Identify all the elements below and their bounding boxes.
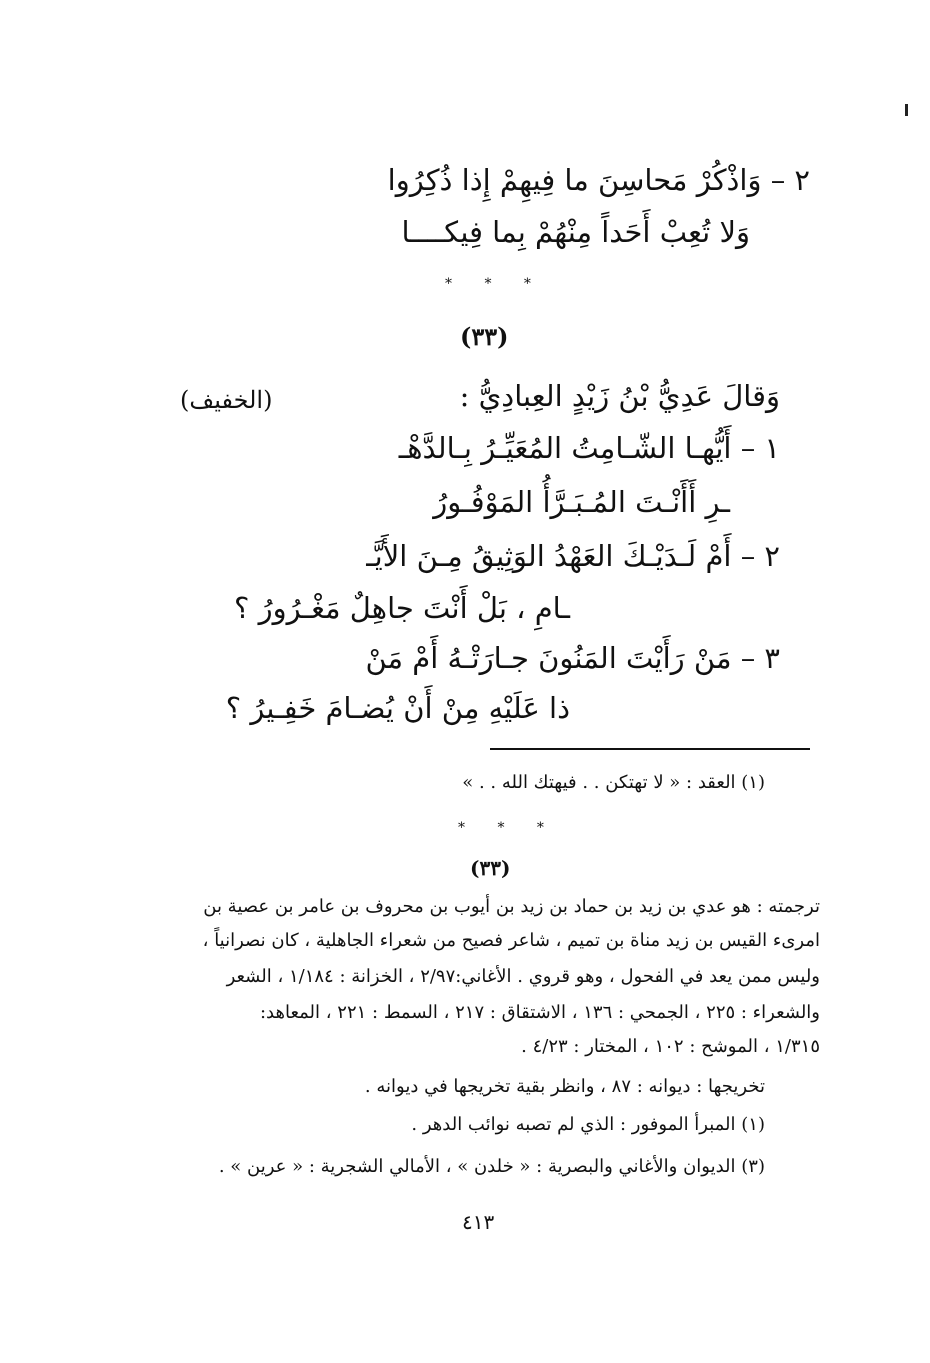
verse-2-first-hemistich: ٢ – أَمْ لَـدَيْـكَ العَهْدُ الوَثِيقُ مِـنَ الأَيَّـ [366,539,780,573]
verse-3-first-hemistich: ٣ – مَنْ رَأَيْتَ المَنُونَ جـارَتْـهُ أَمْ مَنْ [365,641,780,675]
takhrij-line: تخريجها : ديوانه : ٨٧ ، وانظر بقية تخريجها في ديوانه . [364,1076,765,1097]
footnote-line-3: (٣) الديوان والأغاني والبصرية : « خلدن » ، الأمالي الشجرية : « عرين » . [218,1156,765,1177]
separator-stars: * * * [445,276,545,292]
notes-number: (٣٣) [470,856,511,880]
footnote-line-1: (١) المبرأ الموفور : الذي لم تصبه نوائب الدهر . [411,1114,765,1135]
poem-meter: (الخفيف) [180,386,273,414]
bio-line-1: ترجمته : هو عدي بن زيد بن حماد بن زيد بن أيوب بن محروف بن عامر بن عصية بن [203,896,820,917]
bio-line-5: ١/٣١٥ ، الموشح : ١٠٢ ، المختار : ٤/٢٣ . [521,1036,820,1057]
separator-stars: * * * [458,820,558,836]
prev-verse-2-second-hemistich: وَلا تُعِبْ أَحَداً مِنْهُمْ بِما فِيكــــا [401,215,750,249]
bio-line-2: امرىء القيس بن زيد مناة بن تميم ، شاعر فصيح من شعراء الجاهلية ، كان نصرانياً ، [202,930,820,951]
bio-line-3: وليس ممن يعد في الفحول ، وهو قروي . الأغاني:٢/٩٧ ، الخزانة : ١/١٨٤ ، الشعر [226,966,820,987]
poem-number: (٣٣) [460,322,509,351]
verse-3-second-hemistich: ذا عَلَيْهِ مِنْ أَنْ يُضـامَ خَفِـيرُ ؟ [225,691,570,725]
page-number: ٤١٣ [462,1210,495,1234]
footnote-1: (١) العقد : « لا تهتكن . . فيهتك الله . . » [462,772,765,793]
poem-intro: وَقالَ عَدِيُّ بْنُ زَيْدٍ العِبادِيُّ : [459,379,780,413]
margin-mark [905,104,908,116]
bio-line-4: والشعراء : ٢٢٥ ، الجمحي : ١٣٦ ، الاشتقاق : ٢١٧ ، السمط : ٢٢١ ، المعاهد: [259,1002,820,1023]
verse-1-second-hemistich: ـرِ أَأَنْـتَ المُـبَـرَّأُ المَوْفُـورُ [433,485,730,519]
footnote-divider [490,748,810,750]
verse-1-first-hemistich: ١ – أَيُّهـا الشّـامِتُ المُعَيِّـرُ بِـالدَّهْـ [398,431,780,465]
verse-2-second-hemistich: ـامِ ، بَلْ أَنْتَ جاهِلٌ مَغْـرُورُ ؟ [233,591,570,625]
prev-verse-2-first-hemistich: ٢ – وَاذْكُرْ مَحاسِنَ ما فِيهِمْ إِذا ذُكِرُوا [387,163,810,197]
